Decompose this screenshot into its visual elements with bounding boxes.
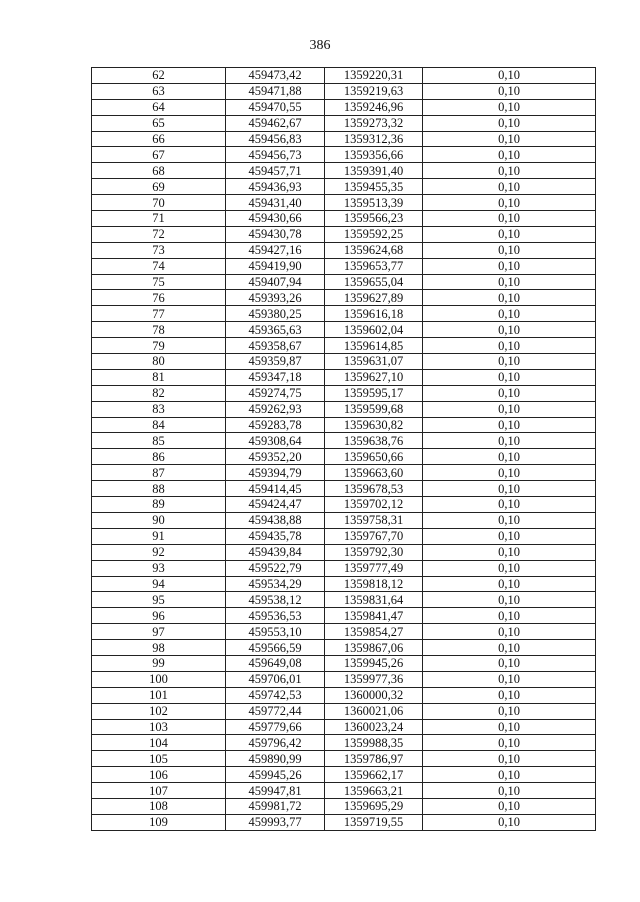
tolerance-cell: 0,10 xyxy=(423,497,596,513)
y-coordinate-cell: 1359702,12 xyxy=(325,497,423,513)
x-coordinate-cell: 459352,20 xyxy=(226,449,325,465)
tolerance-cell: 0,10 xyxy=(423,481,596,497)
y-coordinate-cell: 1359602,04 xyxy=(325,322,423,338)
y-coordinate-cell: 1359663,21 xyxy=(325,783,423,799)
x-coordinate-cell: 459430,78 xyxy=(226,226,325,242)
table-row xyxy=(92,369,596,385)
table-row xyxy=(92,608,596,624)
point-number-cell: 106 xyxy=(92,767,226,783)
x-coordinate-cell: 459435,78 xyxy=(226,528,325,544)
point-number-cell: 64 xyxy=(92,99,226,115)
table-row xyxy=(92,354,596,370)
y-coordinate-cell: 1359945,26 xyxy=(325,655,423,671)
x-coordinate-cell: 459414,45 xyxy=(226,481,325,497)
table-row xyxy=(92,640,596,656)
tolerance-cell: 0,10 xyxy=(423,767,596,783)
tolerance-cell: 0,10 xyxy=(423,814,596,830)
point-number-cell: 109 xyxy=(92,814,226,830)
x-coordinate-cell: 459471,88 xyxy=(226,83,325,99)
x-coordinate-cell: 459536,53 xyxy=(226,608,325,624)
tolerance-cell: 0,10 xyxy=(423,798,596,814)
tolerance-cell: 0,10 xyxy=(423,354,596,370)
point-number-cell: 77 xyxy=(92,306,226,322)
point-number-cell: 89 xyxy=(92,497,226,513)
table-row xyxy=(92,735,596,751)
x-coordinate-cell: 459945,26 xyxy=(226,767,325,783)
tolerance-cell: 0,10 xyxy=(423,608,596,624)
tolerance-cell: 0,10 xyxy=(423,83,596,99)
y-coordinate-cell: 1359977,36 xyxy=(325,671,423,687)
table-row xyxy=(92,163,596,179)
tolerance-cell: 0,10 xyxy=(423,655,596,671)
x-coordinate-cell: 459981,72 xyxy=(226,798,325,814)
y-coordinate-cell: 1359356,66 xyxy=(325,147,423,163)
x-coordinate-cell: 459439,84 xyxy=(226,544,325,560)
y-coordinate-cell: 1359653,77 xyxy=(325,258,423,274)
point-number-cell: 97 xyxy=(92,624,226,640)
tolerance-cell: 0,10 xyxy=(423,576,596,592)
table-row xyxy=(92,242,596,258)
point-number-cell: 99 xyxy=(92,655,226,671)
y-coordinate-cell: 1359627,89 xyxy=(325,290,423,306)
point-number-cell: 108 xyxy=(92,798,226,814)
table-row xyxy=(92,592,596,608)
point-number-cell: 68 xyxy=(92,163,226,179)
point-number-cell: 105 xyxy=(92,751,226,767)
point-number-cell: 101 xyxy=(92,687,226,703)
tolerance-cell: 0,10 xyxy=(423,751,596,767)
y-coordinate-cell: 1359630,82 xyxy=(325,417,423,433)
x-coordinate-cell: 459347,18 xyxy=(226,369,325,385)
table-row xyxy=(92,624,596,640)
point-number-cell: 70 xyxy=(92,195,226,211)
table-row xyxy=(92,449,596,465)
point-number-cell: 83 xyxy=(92,401,226,417)
table-row xyxy=(92,655,596,671)
point-number-cell: 107 xyxy=(92,783,226,799)
y-coordinate-cell: 1359719,55 xyxy=(325,814,423,830)
point-number-cell: 69 xyxy=(92,179,226,195)
table-row xyxy=(92,798,596,814)
tolerance-cell: 0,10 xyxy=(423,179,596,195)
table-row xyxy=(92,814,596,830)
table-row xyxy=(92,83,596,99)
x-coordinate-cell: 459358,67 xyxy=(226,338,325,354)
point-number-cell: 86 xyxy=(92,449,226,465)
y-coordinate-cell: 1359841,47 xyxy=(325,608,423,624)
point-number-cell: 96 xyxy=(92,608,226,624)
point-number-cell: 87 xyxy=(92,465,226,481)
x-coordinate-cell: 459407,94 xyxy=(226,274,325,290)
y-coordinate-cell: 1359592,25 xyxy=(325,226,423,242)
point-number-cell: 100 xyxy=(92,671,226,687)
table-row xyxy=(92,703,596,719)
point-number-cell: 98 xyxy=(92,640,226,656)
table-row xyxy=(92,306,596,322)
y-coordinate-cell: 1359220,31 xyxy=(325,68,423,84)
x-coordinate-cell: 459566,59 xyxy=(226,640,325,656)
point-number-cell: 92 xyxy=(92,544,226,560)
x-coordinate-cell: 459706,01 xyxy=(226,671,325,687)
table-row xyxy=(92,195,596,211)
x-coordinate-cell: 459890,99 xyxy=(226,751,325,767)
x-coordinate-cell: 459742,53 xyxy=(226,687,325,703)
y-coordinate-cell: 1359273,32 xyxy=(325,115,423,131)
table-row xyxy=(92,179,596,195)
x-coordinate-cell: 459470,55 xyxy=(226,99,325,115)
y-coordinate-cell: 1359631,07 xyxy=(325,354,423,370)
tolerance-cell: 0,10 xyxy=(423,592,596,608)
y-coordinate-cell: 1359614,85 xyxy=(325,338,423,354)
x-coordinate-cell: 459796,42 xyxy=(226,735,325,751)
y-coordinate-cell: 1360023,24 xyxy=(325,719,423,735)
point-number-cell: 88 xyxy=(92,481,226,497)
y-coordinate-cell: 1359695,29 xyxy=(325,798,423,814)
table-row xyxy=(92,671,596,687)
x-coordinate-cell: 459380,25 xyxy=(226,306,325,322)
table-row xyxy=(92,687,596,703)
point-number-cell: 85 xyxy=(92,433,226,449)
y-coordinate-cell: 1359854,27 xyxy=(325,624,423,640)
point-number-cell: 63 xyxy=(92,83,226,99)
table-row xyxy=(92,147,596,163)
x-coordinate-cell: 459394,79 xyxy=(226,465,325,481)
tolerance-cell: 0,10 xyxy=(423,99,596,115)
tolerance-cell: 0,10 xyxy=(423,671,596,687)
tolerance-cell: 0,10 xyxy=(423,242,596,258)
x-coordinate-cell: 459772,44 xyxy=(226,703,325,719)
tolerance-cell: 0,10 xyxy=(423,147,596,163)
tolerance-cell: 0,10 xyxy=(423,68,596,84)
table-row xyxy=(92,338,596,354)
point-number-cell: 75 xyxy=(92,274,226,290)
y-coordinate-cell: 1359663,60 xyxy=(325,465,423,481)
tolerance-cell: 0,10 xyxy=(423,417,596,433)
table-row xyxy=(92,274,596,290)
point-number-cell: 104 xyxy=(92,735,226,751)
tolerance-cell: 0,10 xyxy=(423,385,596,401)
table-row xyxy=(92,115,596,131)
point-number-cell: 95 xyxy=(92,592,226,608)
tolerance-cell: 0,10 xyxy=(423,703,596,719)
tolerance-cell: 0,10 xyxy=(423,433,596,449)
point-number-cell: 72 xyxy=(92,226,226,242)
x-coordinate-cell: 459430,66 xyxy=(226,211,325,227)
x-coordinate-cell: 459262,93 xyxy=(226,401,325,417)
y-coordinate-cell: 1359624,68 xyxy=(325,242,423,258)
x-coordinate-cell: 459522,79 xyxy=(226,560,325,576)
point-number-cell: 67 xyxy=(92,147,226,163)
table-row xyxy=(92,131,596,147)
x-coordinate-cell: 459534,29 xyxy=(226,576,325,592)
point-number-cell: 80 xyxy=(92,354,226,370)
table-row xyxy=(92,767,596,783)
table-row xyxy=(92,433,596,449)
y-coordinate-cell: 1359595,17 xyxy=(325,385,423,401)
tolerance-cell: 0,10 xyxy=(423,274,596,290)
table-row xyxy=(92,576,596,592)
point-number-cell: 73 xyxy=(92,242,226,258)
x-coordinate-cell: 459431,40 xyxy=(226,195,325,211)
tolerance-cell: 0,10 xyxy=(423,401,596,417)
y-coordinate-cell: 1359246,96 xyxy=(325,99,423,115)
y-coordinate-cell: 1359627,10 xyxy=(325,369,423,385)
tolerance-cell: 0,10 xyxy=(423,131,596,147)
point-number-cell: 66 xyxy=(92,131,226,147)
point-number-cell: 84 xyxy=(92,417,226,433)
tolerance-cell: 0,10 xyxy=(423,687,596,703)
point-number-cell: 62 xyxy=(92,68,226,84)
point-number-cell: 81 xyxy=(92,369,226,385)
page-number: 386 xyxy=(309,38,331,53)
table-row xyxy=(92,465,596,481)
point-number-cell: 103 xyxy=(92,719,226,735)
table-row xyxy=(92,401,596,417)
x-coordinate-cell: 459947,81 xyxy=(226,783,325,799)
y-coordinate-cell: 1359818,12 xyxy=(325,576,423,592)
x-coordinate-cell: 459365,63 xyxy=(226,322,325,338)
coordinates-table-body xyxy=(92,68,596,831)
table-row xyxy=(92,68,596,84)
y-coordinate-cell: 1360021,06 xyxy=(325,703,423,719)
point-number-cell: 91 xyxy=(92,528,226,544)
tolerance-cell: 0,10 xyxy=(423,369,596,385)
x-coordinate-cell: 459456,73 xyxy=(226,147,325,163)
tolerance-cell: 0,10 xyxy=(423,322,596,338)
table-row xyxy=(92,497,596,513)
table-row xyxy=(92,99,596,115)
y-coordinate-cell: 1359678,53 xyxy=(325,481,423,497)
y-coordinate-cell: 1359662,17 xyxy=(325,767,423,783)
point-number-cell: 65 xyxy=(92,115,226,131)
x-coordinate-cell: 459424,47 xyxy=(226,497,325,513)
tolerance-cell: 0,10 xyxy=(423,544,596,560)
table-row xyxy=(92,211,596,227)
table-row xyxy=(92,512,596,528)
y-coordinate-cell: 1359867,06 xyxy=(325,640,423,656)
table-row xyxy=(92,417,596,433)
x-coordinate-cell: 459359,87 xyxy=(226,354,325,370)
y-coordinate-cell: 1359767,70 xyxy=(325,528,423,544)
table-row xyxy=(92,560,596,576)
table-row xyxy=(92,385,596,401)
tolerance-cell: 0,10 xyxy=(423,465,596,481)
tolerance-cell: 0,10 xyxy=(423,306,596,322)
y-coordinate-cell: 1359599,68 xyxy=(325,401,423,417)
tolerance-cell: 0,10 xyxy=(423,449,596,465)
x-coordinate-cell: 459649,08 xyxy=(226,655,325,671)
y-coordinate-cell: 1359650,66 xyxy=(325,449,423,465)
table-row xyxy=(92,481,596,497)
x-coordinate-cell: 459456,83 xyxy=(226,131,325,147)
table-row xyxy=(92,719,596,735)
x-coordinate-cell: 459779,66 xyxy=(226,719,325,735)
y-coordinate-cell: 1359219,63 xyxy=(325,83,423,99)
y-coordinate-cell: 1359566,23 xyxy=(325,211,423,227)
y-coordinate-cell: 1359786,97 xyxy=(325,751,423,767)
table-row xyxy=(92,290,596,306)
x-coordinate-cell: 459473,42 xyxy=(226,68,325,84)
tolerance-cell: 0,10 xyxy=(423,115,596,131)
table-row xyxy=(92,528,596,544)
x-coordinate-cell: 459462,67 xyxy=(226,115,325,131)
tolerance-cell: 0,10 xyxy=(423,338,596,354)
coordinates-table xyxy=(91,67,596,831)
tolerance-cell: 0,10 xyxy=(423,195,596,211)
x-coordinate-cell: 459283,78 xyxy=(226,417,325,433)
y-coordinate-cell: 1359455,35 xyxy=(325,179,423,195)
x-coordinate-cell: 459393,26 xyxy=(226,290,325,306)
tolerance-cell: 0,10 xyxy=(423,211,596,227)
y-coordinate-cell: 1359312,36 xyxy=(325,131,423,147)
x-coordinate-cell: 459274,75 xyxy=(226,385,325,401)
tolerance-cell: 0,10 xyxy=(423,258,596,274)
x-coordinate-cell: 459308,64 xyxy=(226,433,325,449)
x-coordinate-cell: 459993,77 xyxy=(226,814,325,830)
tolerance-cell: 0,10 xyxy=(423,512,596,528)
table-row xyxy=(92,783,596,799)
point-number-cell: 93 xyxy=(92,560,226,576)
y-coordinate-cell: 1359988,35 xyxy=(325,735,423,751)
y-coordinate-cell: 1359391,40 xyxy=(325,163,423,179)
y-coordinate-cell: 1359758,31 xyxy=(325,512,423,528)
tolerance-cell: 0,10 xyxy=(423,226,596,242)
table-row xyxy=(92,751,596,767)
tolerance-cell: 0,10 xyxy=(423,163,596,179)
y-coordinate-cell: 1359638,76 xyxy=(325,433,423,449)
x-coordinate-cell: 459427,16 xyxy=(226,242,325,258)
tolerance-cell: 0,10 xyxy=(423,719,596,735)
tolerance-cell: 0,10 xyxy=(423,560,596,576)
point-number-cell: 94 xyxy=(92,576,226,592)
table-row xyxy=(92,322,596,338)
y-coordinate-cell: 1359655,04 xyxy=(325,274,423,290)
y-coordinate-cell: 1359513,39 xyxy=(325,195,423,211)
point-number-cell: 71 xyxy=(92,211,226,227)
tolerance-cell: 0,10 xyxy=(423,735,596,751)
x-coordinate-cell: 459419,90 xyxy=(226,258,325,274)
x-coordinate-cell: 459457,71 xyxy=(226,163,325,179)
y-coordinate-cell: 1359792,30 xyxy=(325,544,423,560)
y-coordinate-cell: 1359831,64 xyxy=(325,592,423,608)
point-number-cell: 76 xyxy=(92,290,226,306)
y-coordinate-cell: 1359777,49 xyxy=(325,560,423,576)
y-coordinate-cell: 1360000,32 xyxy=(325,687,423,703)
tolerance-cell: 0,10 xyxy=(423,290,596,306)
point-number-cell: 79 xyxy=(92,338,226,354)
table-row xyxy=(92,544,596,560)
point-number-cell: 102 xyxy=(92,703,226,719)
x-coordinate-cell: 459438,88 xyxy=(226,512,325,528)
tolerance-cell: 0,10 xyxy=(423,624,596,640)
point-number-cell: 78 xyxy=(92,322,226,338)
tolerance-cell: 0,10 xyxy=(423,528,596,544)
table-row xyxy=(92,226,596,242)
point-number-cell: 82 xyxy=(92,385,226,401)
x-coordinate-cell: 459553,10 xyxy=(226,624,325,640)
tolerance-cell: 0,10 xyxy=(423,783,596,799)
table-row xyxy=(92,258,596,274)
x-coordinate-cell: 459436,93 xyxy=(226,179,325,195)
point-number-cell: 90 xyxy=(92,512,226,528)
x-coordinate-cell: 459538,12 xyxy=(226,592,325,608)
y-coordinate-cell: 1359616,18 xyxy=(325,306,423,322)
tolerance-cell: 0,10 xyxy=(423,640,596,656)
point-number-cell: 74 xyxy=(92,258,226,274)
